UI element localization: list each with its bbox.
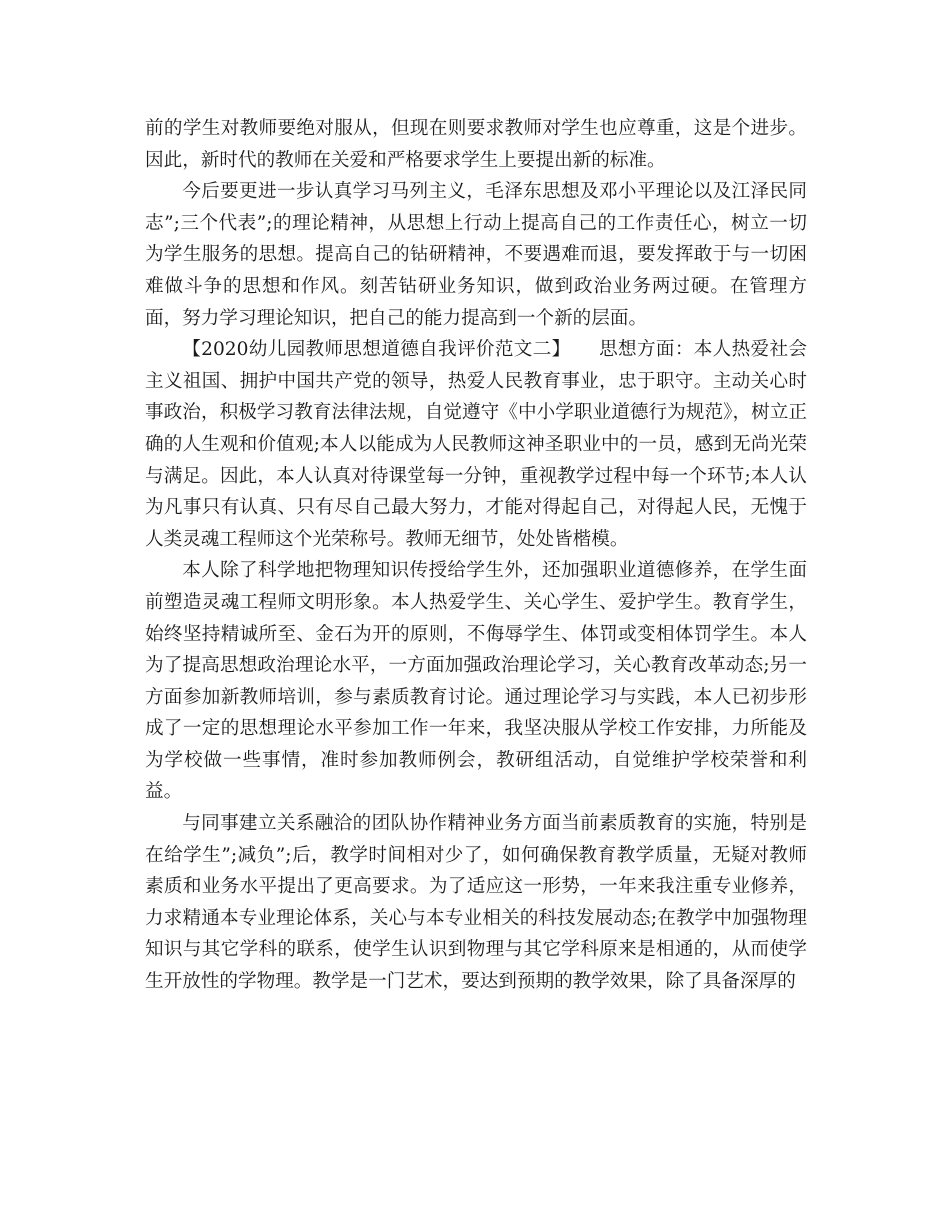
paragraph-4: 本人除了科学地把物理知识传授给学生外，还加强职业道德修养，在学生面前塑造灵魂工程师文明形象。本人热爱学生、关心学生、爱护学生。教育学生，始终坚持精诚所至、金石为开的原则，不侮辱学生、体罚或变相体罚学生。本人为了提高思想政治理论水平，一方面加强政治理论学习，关心教育改革动态;另一方面参加新教师培训，参与素质教育讨论。通过理论学习与实践，本人已初步形成了一定的思想理论水平参加工作一年来，我坚决服从学校工作安排，力所能及为学校做一些事情，准时参加教师例会，教研组活动，自觉维护学校荣誉和利益。 <box>145 560 807 803</box>
paragraph-3: 【2020幼儿园教师思想道德自我评价范文二】 思想方面：本人热爱社会主义祖国、拥护中国共产党的领导，热爱人民教育事业，忠于职守。主动关心时事政治，积极学习教育法律法规，自觉遵守《中小学职业道德行为规范》，树立正确的人生观和价值观;本人以能成为人民教师这神圣职业中的一员，感到无尚光荣与满足。因此，本人认真对待课堂每一分钟，重视教学过程中每一个环节;本人认为凡事只有认真、只有尽自己最大努力，才能对得起自己，对得起人民，无愧于人类灵魂工程师这个光荣称号。教师无细节，处处皆楷模。 <box>145 339 807 550</box>
paragraph-1: 前的学生对教师要绝对服从，但现在则要求教师对学生也应尊重，这是个进步。因此，新时代的教师在关爱和严格要求学生上要提出新的标准。 <box>145 118 807 171</box>
paragraph-5: 与同事建立关系融洽的团队协作精神业务方面当前素质教育的实施，特别是在给学生”;减负”;后，教学时间相对少了，如何确保教育教学质量，无疑对教师素质和业务水平提出了更高要求。为了适应这一形势，一年来我注重专业修养，力求精通本专业理论体系，关心与本专业相关的科技发展动态;在教学中加强物理知识与其它学科的联系，使学生认识到物理与其它学科原来是相通的，从而使学生开放性的学物理。教学是一门艺术，要达到预期的教学效果，除了具备深厚的 <box>145 813 807 993</box>
paragraph-2: 今后要更进一步认真学习马列主义，毛泽东思想及邓小平理论以及江泽民同志”;三个代表”;的理论精神，从思想上行动上提高自己的工作责任心，树立一切为学生服务的思想。提高自己的钻研精神，不要遇难而退，要发挥敢于与一切困难做斗争的思想和作风。刻苦钻研业务知识，做到政治业务两过硬。在管理方面，努力学习理论知识，把自己的能力提高到一个新的层面。 <box>145 181 807 329</box>
document-page <box>145 113 807 998</box>
